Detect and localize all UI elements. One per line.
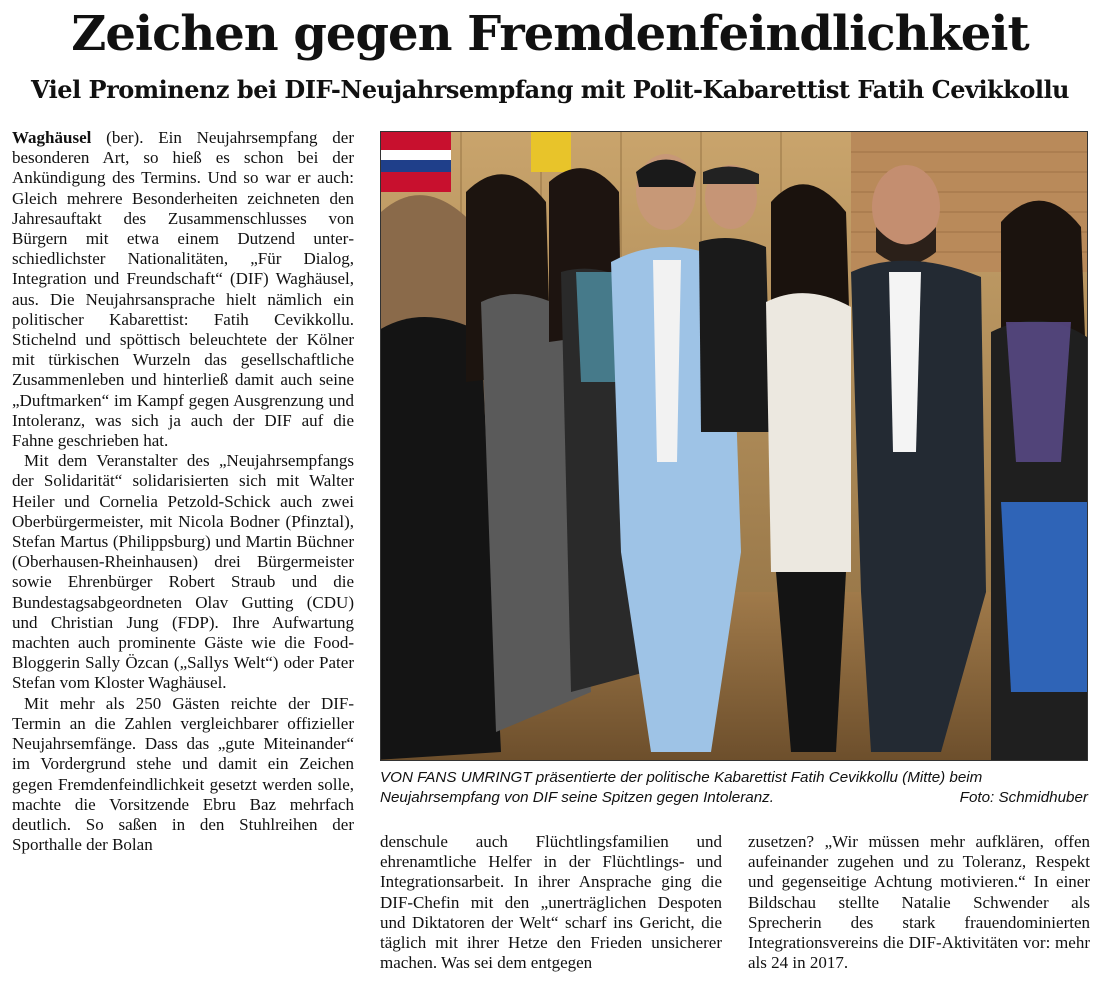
article-column-3 (748, 832, 1090, 1002)
photo-caption (380, 768, 1088, 808)
article-column-1 (12, 128, 354, 1000)
group-photo (380, 131, 1088, 761)
paragraph-1-text: (ber). Ein Neujahrsempfang der besonderen Art, so hieß es schon bei der Ankündigung des Termins. Und so war er auch: Gleich mehrere Besonderheiten zeichneten den Jahresauftakt des Zusammenschlusses von Bürgern mit etwa einem Dutzend unterschiedlichster Nationalitäten, „Für Dialog, Integration und Freundschaft“ (DIF) Waghäusel, aus. Die Neujahrsansprache hielt nämlich ein politischer Kabarettist: Fatih Cevikkollu. Stichelnd und spöttisch beleuchtete der Kölner mit türkischen Wurzeln das gesellschaftliche Zusammenleben und hinterließ damit auch seine „Duftmarken“ im Kampf gegen Ausgrenzung und Intoleranz, was sich ja auch der DIF auf die Fahne geschrieben hat. (12, 128, 354, 451)
paragraph-1 (12, 128, 354, 451)
caption-line-2: Neujahrsempfang von DIF seine Spitzen gegen Intoleranz. (380, 789, 774, 806)
paragraph-4: denschule auch Flüchtlingsfamilien und ehrenamtliche Helfer in der Flüchtlings- und Integrationsarbeit. In ihrer Ansprache ging die DIF-Chefin mit den „unerträglichen Despoten und Diktatoren der Welt“ scharf ins Gericht, die täglich mit ihrer Hetze den Frieden unsicherer machen. Was sei dem entgegen (380, 832, 722, 973)
paragraph-3: Mit mehr als 250 Gästen reichte der DIF-Termin an die Zahlen vergleichbarer offizieller Neujahrsemfänge. Dass das „gute Miteinander“ im Vordergrund stehe und damit ein Zeichen gegen Fremdenfeindlichkeit gesetzt werden solle, machte die Vorsitzende Ebru Baz mehrfach deutlich. So saßen in den Stuhlreihen der Sporthalle der Bolan (12, 693, 354, 855)
headline: Zeichen gegen Fremdenfeindlichkeit (71, 6, 1029, 62)
paragraph-2: Mit dem Veranstalter des „Neujahrsempfangs der Solidarität“ solidarisierten sich mit Walter Heiler und Cornelia Petzold-Schick auch zwei Oberbürgermeister, mit Nicola Bodner (Pfinztal), Stefan Martus (Philippsburg) und Martin Büchner (Oberhausen-Rheinhausen) drei Bürgermeister sowie Ehrenbürger Robert Straub und die Bundestagsabgeordneten Olav Gutting (CDU) und Christian Jung (FDP). Ihre Aufwartung machten auch prominente Gäste wie die Food-Bloggerin Sally Özcan („Sallys Welt“) oder Pater Stefan vom Kloster Waghäusel. (12, 451, 354, 693)
paragraph-5: zusetzen? „Wir müssen mehr aufklären, offen aufeinander zugehen und zu Toleranz, Respekt und gegenseitige Achtung motivieren.“ In einer Bildschau stellte Natalie Schwender als Sprecherin des stark frauendominierten Integrationsvereins die DIF-Aktivitäten vor: mehr als 24 in 2017. (748, 832, 1090, 973)
dateline: Waghäusel (12, 128, 92, 147)
article-column-2 (380, 832, 722, 1002)
photo-credit: Foto: Schmidhuber (959, 789, 1088, 806)
caption-line-1: VON FANS UMRINGT präsentierte der politische Kabarettist Fatih Cevikkollu (Mitte) beim (380, 769, 983, 786)
subheadline: Viel Prominenz bei DIF-Neujahrsempfang mit Polit-Kabarettist Fatih Cevikkollu (30, 75, 1070, 104)
caption-line-2-row (380, 788, 1088, 808)
